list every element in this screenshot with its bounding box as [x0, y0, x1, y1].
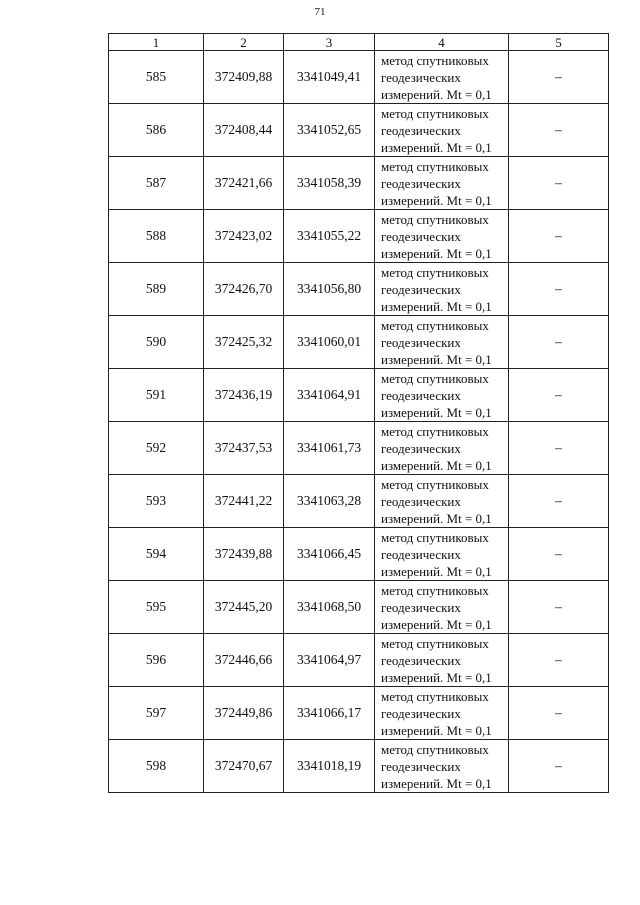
method-cell	[375, 263, 509, 316]
note-cell: –	[509, 740, 609, 793]
x-coordinate-cell: 372436,19	[204, 369, 284, 422]
method-cell	[375, 51, 509, 104]
y-coordinate-cell: 3341064,97	[284, 634, 375, 687]
method-line: геодезических	[381, 758, 461, 774]
method-line: метод спутниковых	[381, 582, 489, 598]
y-coordinate-cell: 3341064,91	[284, 369, 375, 422]
column-header-2: 2	[204, 34, 284, 51]
method-line: геодезических	[381, 599, 461, 615]
x-coordinate-cell: 372426,70	[204, 263, 284, 316]
method-cell	[375, 210, 509, 263]
method-line: измерений. Mt = 0,1	[381, 563, 492, 579]
method-cell	[375, 687, 509, 740]
method-cell	[375, 634, 509, 687]
note-cell: –	[509, 422, 609, 475]
page-number: 71	[314, 6, 326, 18]
method-cell	[375, 528, 509, 581]
table-row	[109, 263, 609, 316]
method-line: измерений. Mt = 0,1	[381, 669, 492, 685]
y-coordinate-cell: 3341066,45	[284, 528, 375, 581]
note-cell: –	[509, 51, 609, 104]
table-row	[109, 210, 609, 263]
method-line: измерений. Mt = 0,1	[381, 351, 492, 367]
x-coordinate-cell: 372446,66	[204, 634, 284, 687]
point-number-cell: 589	[109, 263, 204, 316]
note-cell: –	[509, 581, 609, 634]
method-line: измерений. Mt = 0,1	[381, 775, 492, 791]
x-coordinate-cell: 372439,88	[204, 528, 284, 581]
method-line: измерений. Mt = 0,1	[381, 86, 492, 102]
method-cell	[375, 316, 509, 369]
x-coordinate-cell: 372445,20	[204, 581, 284, 634]
y-coordinate-cell: 3341052,65	[284, 104, 375, 157]
method-line: метод спутниковых	[381, 529, 489, 545]
x-coordinate-cell: 372408,44	[204, 104, 284, 157]
note-cell: –	[509, 528, 609, 581]
table-row	[109, 634, 609, 687]
point-number-cell: 585	[109, 51, 204, 104]
method-line: геодезических	[381, 228, 461, 244]
point-number-cell: 590	[109, 316, 204, 369]
method-line: геодезических	[381, 493, 461, 509]
x-coordinate-cell: 372441,22	[204, 475, 284, 528]
point-number-cell: 594	[109, 528, 204, 581]
note-cell: –	[509, 634, 609, 687]
method-line: геодезических	[381, 652, 461, 668]
y-coordinate-cell: 3341061,73	[284, 422, 375, 475]
point-number-cell: 591	[109, 369, 204, 422]
x-coordinate-cell: 372437,53	[204, 422, 284, 475]
table-body	[109, 51, 609, 793]
method-line: измерений. Mt = 0,1	[381, 510, 492, 526]
x-coordinate-cell: 372421,66	[204, 157, 284, 210]
method-line: метод спутниковых	[381, 688, 489, 704]
method-line: геодезических	[381, 122, 461, 138]
method-cell	[375, 157, 509, 210]
x-coordinate-cell: 372449,86	[204, 687, 284, 740]
y-coordinate-cell: 3341058,39	[284, 157, 375, 210]
column-header-1: 1	[109, 34, 204, 51]
point-number-cell: 595	[109, 581, 204, 634]
table-row	[109, 51, 609, 104]
method-line: измерений. Mt = 0,1	[381, 298, 492, 314]
table-row	[109, 528, 609, 581]
point-number-cell: 598	[109, 740, 204, 793]
method-line: измерений. Mt = 0,1	[381, 139, 492, 155]
method-cell	[375, 104, 509, 157]
y-coordinate-cell: 3341066,17	[284, 687, 375, 740]
note-cell: –	[509, 687, 609, 740]
method-line: измерений. Mt = 0,1	[381, 192, 492, 208]
method-line: метод спутниковых	[381, 105, 489, 121]
y-coordinate-cell: 3341018,19	[284, 740, 375, 793]
method-line: метод спутниковых	[381, 52, 489, 68]
point-number-cell: 587	[109, 157, 204, 210]
point-number-cell: 592	[109, 422, 204, 475]
method-line: измерений. Mt = 0,1	[381, 722, 492, 738]
method-line: геодезических	[381, 69, 461, 85]
method-line: измерений. Mt = 0,1	[381, 616, 492, 632]
method-line: метод спутниковых	[381, 211, 489, 227]
method-cell	[375, 369, 509, 422]
table-row	[109, 104, 609, 157]
x-coordinate-cell: 372470,67	[204, 740, 284, 793]
column-header-5: 5	[509, 34, 609, 51]
method-line: метод спутниковых	[381, 370, 489, 386]
header-row	[109, 34, 609, 51]
method-line: геодезических	[381, 440, 461, 456]
note-cell: –	[509, 104, 609, 157]
method-line: метод спутниковых	[381, 264, 489, 280]
point-number-cell: 588	[109, 210, 204, 263]
point-number-cell: 593	[109, 475, 204, 528]
table-row	[109, 687, 609, 740]
point-number-cell: 596	[109, 634, 204, 687]
method-cell	[375, 475, 509, 528]
method-line: метод спутниковых	[381, 741, 489, 757]
table-row	[109, 422, 609, 475]
y-coordinate-cell: 3341055,22	[284, 210, 375, 263]
note-cell: –	[509, 157, 609, 210]
x-coordinate-cell: 372425,32	[204, 316, 284, 369]
note-cell: –	[509, 263, 609, 316]
method-line: метод спутниковых	[381, 158, 489, 174]
method-line: геодезических	[381, 281, 461, 297]
method-line: метод спутниковых	[381, 423, 489, 439]
y-coordinate-cell: 3341049,41	[284, 51, 375, 104]
table-row	[109, 316, 609, 369]
column-header-4: 4	[375, 34, 509, 51]
x-coordinate-cell: 372423,02	[204, 210, 284, 263]
method-line: измерений. Mt = 0,1	[381, 404, 492, 420]
method-line: метод спутниковых	[381, 476, 489, 492]
note-cell: –	[509, 316, 609, 369]
column-header-3: 3	[284, 34, 375, 51]
table-row	[109, 581, 609, 634]
coordinates-table	[108, 33, 609, 793]
method-line: геодезических	[381, 387, 461, 403]
method-cell	[375, 581, 509, 634]
method-line: геодезических	[381, 705, 461, 721]
method-line: метод спутниковых	[381, 317, 489, 333]
note-cell: –	[509, 369, 609, 422]
method-line: геодезических	[381, 334, 461, 350]
x-coordinate-cell: 372409,88	[204, 51, 284, 104]
y-coordinate-cell: 3341056,80	[284, 263, 375, 316]
point-number-cell: 586	[109, 104, 204, 157]
method-line: метод спутниковых	[381, 635, 489, 651]
table-row	[109, 369, 609, 422]
table-row	[109, 740, 609, 793]
y-coordinate-cell: 3341068,50	[284, 581, 375, 634]
y-coordinate-cell: 3341063,28	[284, 475, 375, 528]
method-line: геодезических	[381, 175, 461, 191]
note-cell: –	[509, 210, 609, 263]
method-line: измерений. Mt = 0,1	[381, 245, 492, 261]
note-cell: –	[509, 475, 609, 528]
method-cell	[375, 740, 509, 793]
method-cell	[375, 422, 509, 475]
method-line: измерений. Mt = 0,1	[381, 457, 492, 473]
table-row	[109, 157, 609, 210]
method-line: геодезических	[381, 546, 461, 562]
point-number-cell: 597	[109, 687, 204, 740]
table-row	[109, 475, 609, 528]
y-coordinate-cell: 3341060,01	[284, 316, 375, 369]
